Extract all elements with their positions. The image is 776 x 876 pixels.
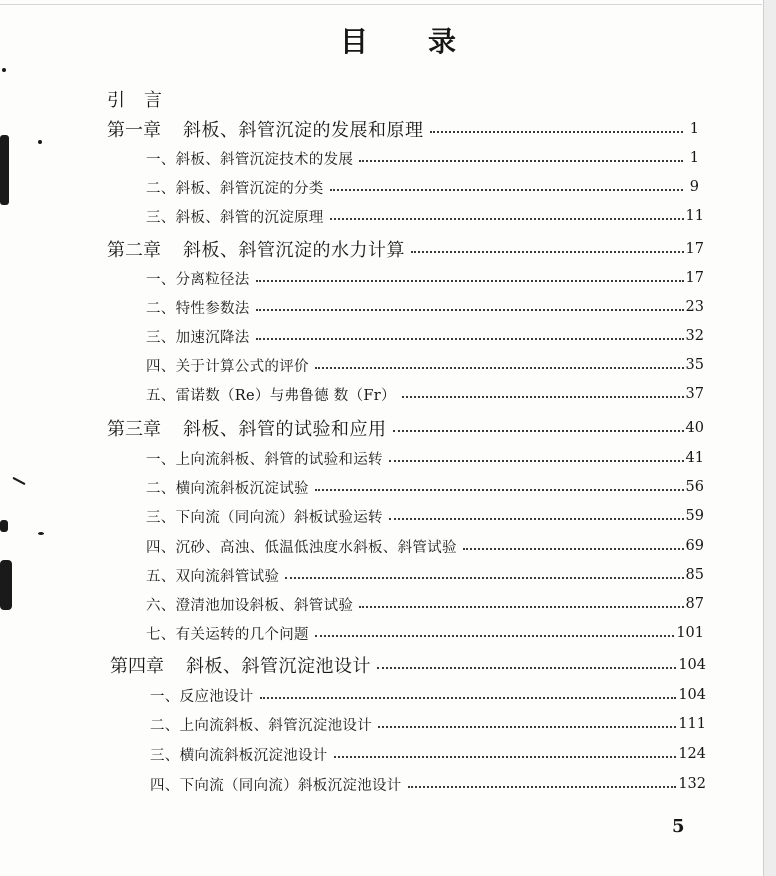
scan-speck <box>0 135 9 205</box>
page-ref: 40 <box>685 420 704 436</box>
page-title <box>340 20 458 60</box>
dot-leader <box>334 756 677 758</box>
page-ref: 17 <box>685 270 704 286</box>
dot-leader <box>463 548 684 550</box>
page-ref: 104 <box>678 657 706 673</box>
section-title: 六、澄清池加设斜板、斜管试验 <box>146 597 354 614</box>
toc-section[interactable] <box>146 502 704 530</box>
page-ref: 11 <box>685 208 704 224</box>
dot-leader <box>256 338 684 340</box>
page-ref: 101 <box>676 625 704 641</box>
toc-section[interactable] <box>150 681 706 709</box>
dot-leader <box>315 635 675 637</box>
page-ref: 32 <box>685 328 704 344</box>
page-ref: 41 <box>685 450 704 466</box>
toc-section[interactable] <box>146 264 704 292</box>
dot-leader <box>315 489 684 491</box>
dot-leader <box>260 697 677 699</box>
section-title: 一、斜板、斜管沉淀技术的发展 <box>146 151 354 168</box>
chapter-label: 第四章 <box>110 656 164 677</box>
section-title: 二、上向流斜板、斜管沉淀池设计 <box>150 717 372 734</box>
dot-leader <box>330 189 683 191</box>
chapter-title: 斜板、斜管的试验和应用 <box>183 419 387 440</box>
section-title: 三、加速沉降法 <box>146 329 250 346</box>
chapter-label: 第二章 <box>107 240 161 261</box>
toc-section[interactable] <box>146 473 704 501</box>
page-ref: 17 <box>685 241 704 257</box>
scan-speck <box>38 532 44 535</box>
section-title: 一、反应池设计 <box>150 688 254 705</box>
toc-intro[interactable] <box>107 85 163 113</box>
dot-leader <box>402 396 684 398</box>
dot-leader <box>359 606 683 608</box>
page-ref: 124 <box>678 746 706 762</box>
scan-speck <box>2 68 6 72</box>
section-title: 二、特性参数法 <box>146 300 250 317</box>
dot-leader <box>408 786 677 788</box>
toc-section[interactable] <box>146 532 704 560</box>
page-ref: 37 <box>685 386 704 402</box>
toc-section[interactable] <box>146 444 704 472</box>
toc-section[interactable] <box>146 351 704 379</box>
scan-speck <box>0 520 8 532</box>
page-ref: 59 <box>685 508 704 524</box>
chapter-title: 斜板、斜管沉淀的发展和原理 <box>183 120 424 141</box>
dot-leader <box>256 309 684 311</box>
toc-chapter-2[interactable] <box>107 235 704 263</box>
page-ref: 9 <box>689 179 699 195</box>
section-title: 一、分离粒径法 <box>146 271 250 288</box>
dot-leader <box>285 577 683 579</box>
section-title: 三、横向流斜板沉淀池设计 <box>150 747 328 764</box>
section-title: 四、下向流（同向流）斜板沉淀池设计 <box>150 777 402 794</box>
section-title: 七、有关运转的几个问题 <box>146 626 309 643</box>
dot-leader <box>411 251 684 253</box>
section-title: 一、上向流斜板、斜管的试验和运转 <box>146 451 383 468</box>
section-title: 二、斜板、斜管沉淀的分类 <box>146 180 324 197</box>
scan-speck <box>0 560 12 610</box>
toc-section[interactable] <box>146 322 704 350</box>
page-ref: 87 <box>685 596 704 612</box>
section-title: 五、雷诺数（Re）与弗鲁德 数（Fr） <box>146 387 396 404</box>
page-number: 5 <box>672 816 685 837</box>
section-title: 三、斜板、斜管的沉淀原理 <box>146 209 324 226</box>
toc-section[interactable] <box>150 740 706 768</box>
dot-leader <box>389 460 684 462</box>
section-title: 四、沉砂、高浊、低温低浊度水斜板、斜管试验 <box>146 539 457 556</box>
dot-leader <box>359 160 683 162</box>
chapter-title: 斜板、斜管沉淀的水力计算 <box>183 240 405 261</box>
page-ref: 56 <box>685 479 704 495</box>
page-ref: 69 <box>685 538 704 554</box>
dot-leader <box>256 280 684 282</box>
scan-speck <box>12 477 25 485</box>
toc-section[interactable] <box>146 293 704 321</box>
page-ref: 1 <box>689 150 699 166</box>
dot-leader <box>389 518 684 520</box>
toc-section[interactable] <box>146 202 704 230</box>
dot-leader <box>315 367 684 369</box>
toc-chapter-1[interactable] <box>107 115 699 143</box>
dot-leader <box>377 667 676 669</box>
chapter-title: 斜板、斜管沉淀池设计 <box>186 656 371 677</box>
dot-leader <box>430 131 684 133</box>
toc-section[interactable] <box>146 173 699 201</box>
page-edge-shadow <box>763 0 776 876</box>
top-edge-line <box>0 4 762 5</box>
title-char-1: 目 <box>340 25 371 58</box>
toc-chapter-4[interactable] <box>110 651 706 679</box>
dot-leader <box>378 726 676 728</box>
title-char-2: 录 <box>428 25 459 58</box>
toc-section[interactable] <box>146 380 704 408</box>
page-ref: 23 <box>685 299 704 315</box>
toc-section[interactable] <box>146 144 699 172</box>
dot-leader <box>393 430 684 432</box>
page-ref: 104 <box>678 687 706 703</box>
section-title: 三、下向流（同向流）斜板试验运转 <box>146 509 383 526</box>
toc-section[interactable] <box>150 710 706 738</box>
page-ref: 1 <box>689 121 699 137</box>
page-ref: 111 <box>678 716 706 732</box>
toc-section[interactable] <box>146 590 704 618</box>
section-title: 四、关于计算公式的评价 <box>146 358 309 375</box>
section-title: 二、横向流斜板沉淀试验 <box>146 480 309 497</box>
page-ref: 132 <box>678 776 706 792</box>
dot-leader <box>330 218 684 220</box>
chapter-label: 第一章 <box>107 120 161 141</box>
toc-chapter-3[interactable] <box>107 414 704 442</box>
page-ref: 85 <box>685 567 704 583</box>
toc-section[interactable] <box>146 619 704 647</box>
scan-speck <box>38 140 42 144</box>
chapter-label: 第三章 <box>107 419 161 440</box>
toc-section[interactable] <box>150 770 706 798</box>
page-ref: 35 <box>685 357 704 373</box>
intro-label: 引 言 <box>107 90 163 111</box>
section-title: 五、双向流斜管试验 <box>146 568 280 585</box>
toc-section[interactable] <box>146 561 704 589</box>
